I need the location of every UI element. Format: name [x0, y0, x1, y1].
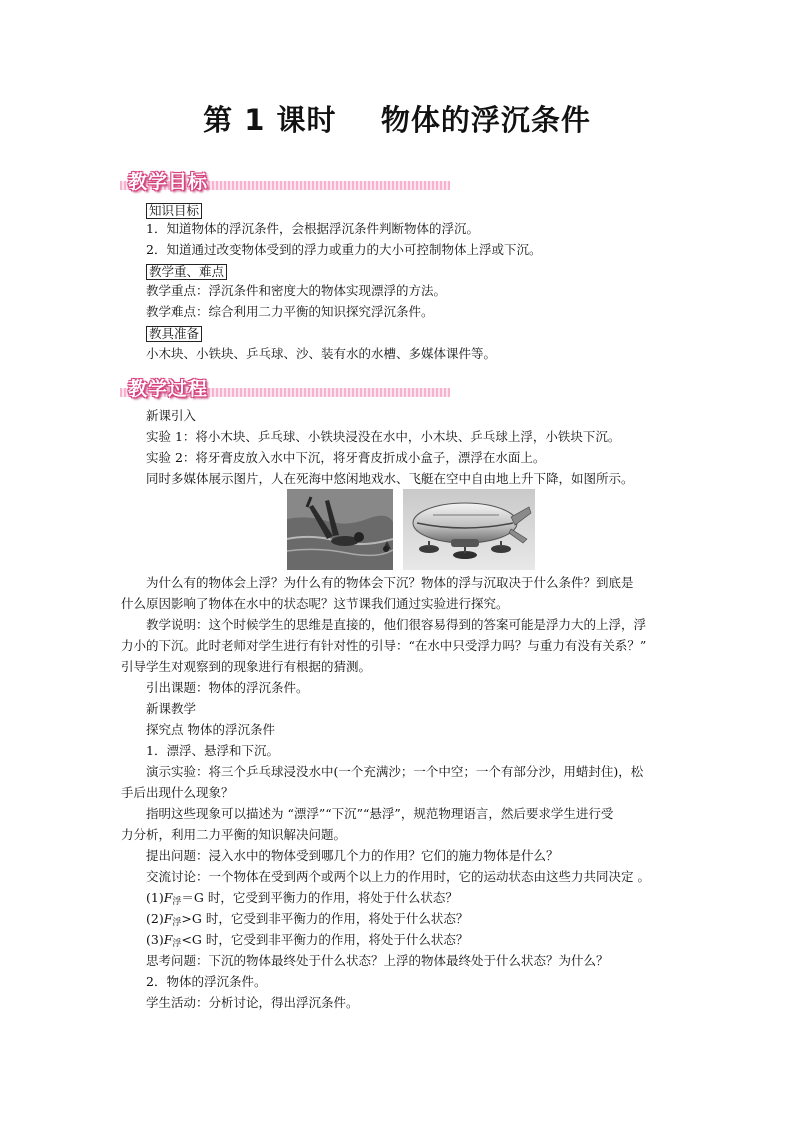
airship-image: [403, 489, 535, 570]
text-line: 引导学生对观察到的现象进行有根据的猜测。: [121, 659, 372, 674]
text-line: 同时多媒体展示图片，人在死海中悠闲地戏水、飞艇在空中自由地上升下降，如图所示。: [146, 471, 634, 486]
text-line: 新课教学: [146, 701, 197, 716]
condition-line: [146, 911, 468, 931]
text-line: 手后出现什么现象？: [121, 785, 234, 800]
condition-line: [146, 890, 458, 910]
key-points-label: 教学重、难点: [146, 264, 227, 280]
text-line: 实验 1：将小木块、乒乓球、小铁块浸没在水中，小木块、乒乓球上浮，小铁块下沉。: [146, 429, 621, 444]
tools-text: 小木块、小铁块、乒乓球、沙、装有水的水槽、多媒体课件等。: [146, 346, 497, 361]
difficulty-point: 教学难点：综合利用二力平衡的知识探究浮沉条件。: [146, 304, 434, 319]
text-line: 实验 2：将牙膏皮放入水中下沉，将牙膏皮折成小盒子，漂浮在水面上。: [146, 450, 546, 465]
text-line: 什么原因影响了物体在水中的状态呢？这节课我们通过实验进行探究。: [121, 596, 509, 611]
knowledge-item: 2．知道通过改变物体受到的浮力或重力的大小可控制物体上浮或下沉。: [146, 242, 542, 257]
condition-prefix: (2): [146, 911, 164, 926]
text-line: 新课引入: [146, 408, 197, 423]
text-line: 演示实验：将三个乒乓球浸没水中(一个充满沙；一个中空；一个有部分沙，用蜡封住)，松: [146, 764, 644, 779]
section-banner-objectives: [120, 167, 450, 193]
text-line: 引出课题：物体的浮沉条件。: [146, 680, 309, 695]
airship-photo: [403, 489, 535, 570]
force-subscript: 浮: [172, 939, 182, 949]
text-line: 1．漂浮、悬浮和下沉。: [146, 743, 279, 758]
force-symbol: F: [163, 932, 173, 947]
text-line: 2．物体的浮沉条件。: [146, 974, 267, 989]
text-line: 教学说明：这个时候学生的思维是直接的，他们很容易得到的答案可能是浮力大的上浮，浮: [146, 617, 647, 632]
knowledge-goal-label: 知识目标: [146, 203, 202, 219]
key-point: 教学重点：浮沉条件和密度大的物体实现漂浮的方法。: [146, 283, 447, 298]
condition-text: <G 时，它受到非平衡力的作用，将处于什么状态？: [181, 932, 469, 947]
section-heading: 教学目标: [128, 171, 209, 193]
condition-prefix: (1): [146, 890, 164, 905]
condition-line: [146, 932, 468, 952]
condition-prefix: (3): [146, 932, 164, 947]
section-heading: 教学过程: [128, 378, 209, 400]
text-line: 提出问题：浸入水中的物体受到哪几个力的作用？它们的施力物体是什么？: [146, 848, 559, 863]
text-line: 指明这些现象可以描述为 “漂浮”“下沉”“悬浮”，规范物理语言，然后要求学生进行受: [146, 806, 614, 821]
text-line: 学生活动：分析讨论，得出浮沉条件。: [146, 995, 359, 1010]
condition-text: ＝G 时，它受到平衡力的作用，将处于什么状态？: [181, 890, 458, 905]
dead-sea-photo: [287, 489, 393, 570]
text-line: 力分析，利用二力平衡的知识解决问题。: [121, 827, 347, 842]
text-line: 思考问题：下沉的物体最终处于什么状态？上浮的物体最终处于什么状态？为什么？: [146, 953, 609, 968]
text-line: 为什么有的物体会上浮？为什么有的物体会下沉？物体的浮与沉取决于什么条件？到底是: [146, 575, 634, 590]
page-title: 第 1 课时 物体的浮沉条件: [203, 103, 591, 137]
condition-text: >G 时，它受到非平衡力的作用，将处于什么状态？: [181, 911, 469, 926]
text-line: 力小的下沉。此时老师对学生进行有针对性的引导：“在水中只受浮力吗？与重力有没有关系？”: [121, 638, 647, 653]
knowledge-item: 1．知道物体的浮沉条件，会根据浮沉条件判断物体的浮沉。: [146, 221, 479, 236]
force-symbol: F: [163, 890, 173, 905]
force-symbol: F: [163, 911, 173, 926]
text-line: 交流讨论：一个物体在受到两个或两个以上力的作用时，它的运动状态由这些力共同决定 。: [146, 869, 650, 884]
section-banner-process: [120, 374, 450, 400]
dead-sea-image: [287, 489, 393, 570]
text-line: 探究点 物体的浮沉条件: [146, 722, 275, 737]
force-subscript: 浮: [172, 918, 182, 928]
force-subscript: 浮: [172, 897, 182, 907]
tools-label: 教具准备: [146, 326, 202, 342]
